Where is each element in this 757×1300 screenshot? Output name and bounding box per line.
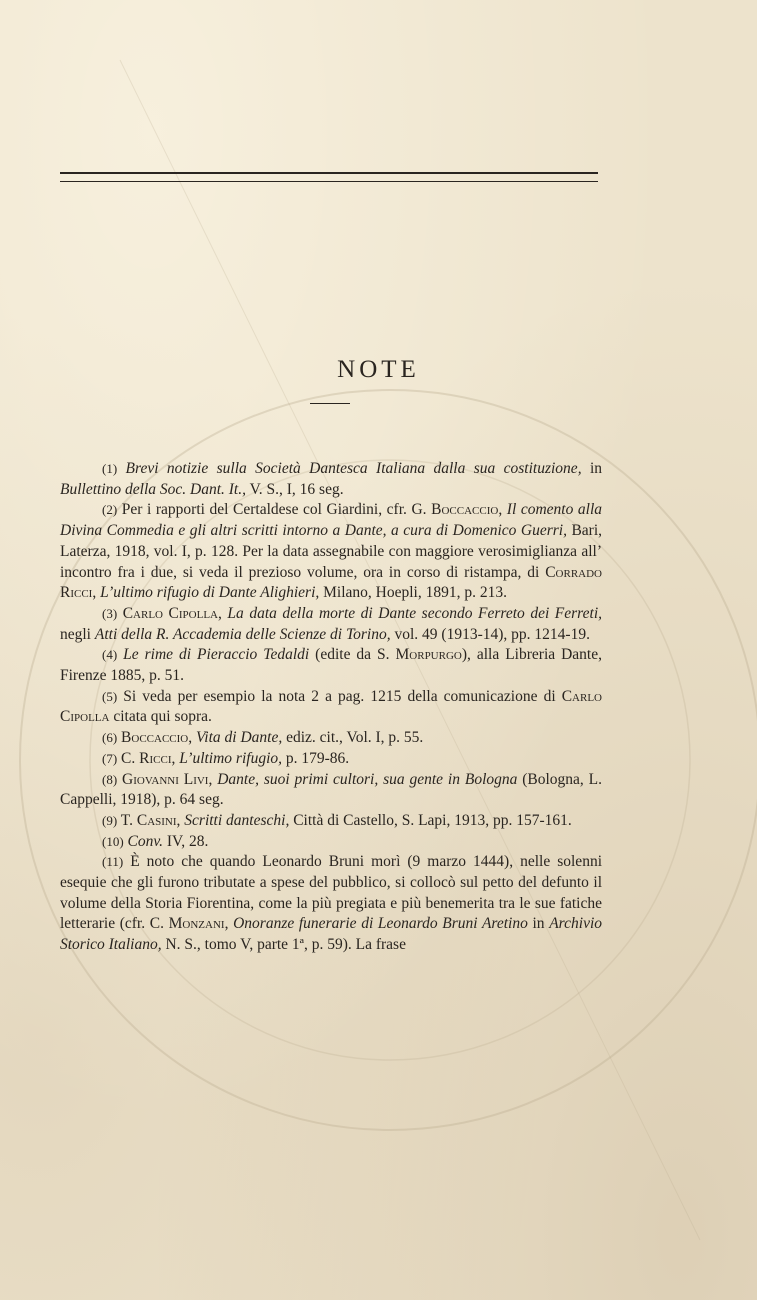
note-text: in bbox=[581, 460, 603, 477]
italic-title: Atti della R. Accademia delle Scienze di Torino, bbox=[94, 625, 391, 643]
footnote bbox=[60, 749, 602, 770]
italic-title: Scritti danteschi, bbox=[184, 811, 290, 829]
header-rule-thick bbox=[60, 172, 598, 174]
note-text: ), alla Libreria Dante, Firenze 1885, p. 51. bbox=[60, 646, 602, 685]
footnote-number: (4) bbox=[102, 647, 118, 663]
italic-title: La data della morte di Dante secondo Ferreto dei Ferreti, bbox=[227, 604, 603, 622]
note-text: , bbox=[188, 729, 196, 747]
note-text: V. S., I, 16 seg. bbox=[245, 480, 344, 498]
footnote-number: (1) bbox=[102, 461, 118, 476]
author-name: Boccaccio bbox=[431, 501, 499, 519]
author-name: Monzani bbox=[168, 915, 225, 933]
note-text: Milano, Hoepli, 1891, p. 213. bbox=[319, 584, 507, 602]
italic-title: Brevi notizie sulla Società Dantesca Italiana dalla sua costituzione, bbox=[125, 460, 582, 477]
italic-title: Bullettino della Soc. Dant. It., bbox=[60, 480, 246, 498]
footnote bbox=[60, 459, 602, 500]
footnote bbox=[60, 500, 602, 604]
footnote-number: (7) bbox=[102, 750, 118, 766]
note-text: ediz. cit., Vol. I, p. 55. bbox=[282, 729, 424, 747]
footnote-number: (6) bbox=[102, 730, 118, 746]
italic-title: L’ultimo rifugio di Dante Alighieri, bbox=[100, 584, 320, 602]
notes-list bbox=[60, 459, 602, 956]
footnote bbox=[60, 604, 602, 645]
footnote bbox=[60, 852, 602, 956]
page-title: NOTE bbox=[337, 356, 420, 383]
author-name: Carlo Cipolla bbox=[122, 604, 218, 622]
note-text: , bbox=[224, 915, 234, 933]
note-text: Bari, Laterza, 1918, vol. I, p. 128. Per la data assegnabile con maggiore verosimiglianza all’ incontro fra i due, si veda il prezioso volume, ora in corso di ristampa, di bbox=[60, 522, 603, 581]
italic-title: Le rime di Pieraccio Tedaldi bbox=[123, 646, 310, 664]
note-text: citata qui sopra. bbox=[109, 708, 212, 726]
italic-title: Archivio Storico Italiano, bbox=[60, 915, 603, 954]
italic-title: Onoranze funerarie di Leonardo Bruni Aretino bbox=[233, 915, 528, 933]
footnote bbox=[60, 645, 602, 686]
note-text: (edite da S. bbox=[309, 646, 396, 664]
author-name: Giovanni Livi bbox=[122, 770, 209, 788]
note-text: , bbox=[218, 604, 228, 622]
footnote-number: (3) bbox=[102, 605, 118, 621]
note-text: , bbox=[176, 811, 185, 829]
note-text: , bbox=[208, 770, 218, 788]
note-text: C. bbox=[121, 749, 140, 767]
note-text: negli bbox=[60, 625, 95, 643]
author-name: Boccaccio bbox=[121, 729, 189, 747]
note-text: (Bologna, L. Cappelli, 1918), p. 64 seg. bbox=[60, 770, 603, 809]
footnote bbox=[60, 832, 602, 853]
italic-title: Il comento alla Divina Commedia e gli altri scritti intorno a Dante, a cura di Domenico Guerri, bbox=[60, 501, 603, 540]
footnote-number: (10) bbox=[102, 833, 124, 849]
footnote-number: (11) bbox=[102, 854, 124, 870]
note-text: Per i rapporti del Certaldese col Giardini, cfr. G. bbox=[121, 501, 432, 519]
footnote-number: (9) bbox=[102, 812, 118, 828]
footnote bbox=[60, 770, 602, 811]
italic-title: Conv. bbox=[127, 832, 163, 850]
footnote bbox=[60, 687, 602, 728]
note-text: Si veda per esempio la nota 2 a pag. 1215 della comunicazione di bbox=[123, 687, 562, 705]
italic-title: L’ultimo rifugio, bbox=[179, 749, 283, 767]
footnote-number: (2) bbox=[102, 502, 118, 518]
author-name: Ricci bbox=[139, 749, 172, 767]
footnote bbox=[60, 728, 602, 749]
italic-title: Vita di Dante, bbox=[195, 729, 283, 747]
note-text: in bbox=[527, 915, 550, 933]
italic-title: Dante, suoi primi cultori, sua gente in Bologna bbox=[217, 770, 518, 788]
footnote-number: (5) bbox=[102, 688, 118, 704]
note-text: p. 179-86. bbox=[282, 749, 350, 767]
author-name: Morpurgo bbox=[395, 646, 462, 664]
title-underline bbox=[310, 403, 350, 404]
note-text: , bbox=[498, 501, 507, 519]
header-rule-thin bbox=[60, 181, 598, 182]
footnote bbox=[60, 811, 602, 832]
note-text: IV, 28. bbox=[163, 832, 209, 850]
footnote-number: (8) bbox=[102, 771, 118, 787]
note-text: T. bbox=[120, 811, 137, 829]
note-text: vol. 49 (1913-14), pp. 1214-19. bbox=[390, 625, 590, 643]
author-name: Carlo Cipolla bbox=[60, 687, 603, 726]
author-name: Corrado Ricci bbox=[60, 563, 602, 602]
note-text: , bbox=[92, 584, 101, 602]
note-text: Città di Castello, S. Lapi, 1913, pp. 157-161. bbox=[289, 811, 572, 829]
author-name: Casini bbox=[136, 811, 177, 829]
note-text: È noto che quando Leonardo Bruni morì (9 marzo 1444), nelle solenni esequie che gli furono tributate a spese del pubblico, si collocò sul petto del defunto il volume della Storia Fiorentina, come la più pregiata e più benemerita tra le sue fatiche letterarie (cfr. C. bbox=[60, 853, 602, 933]
note-text: N. S., tomo V, parte 1ª, p. 59). La frase bbox=[161, 936, 406, 954]
note-text: , bbox=[171, 749, 180, 767]
